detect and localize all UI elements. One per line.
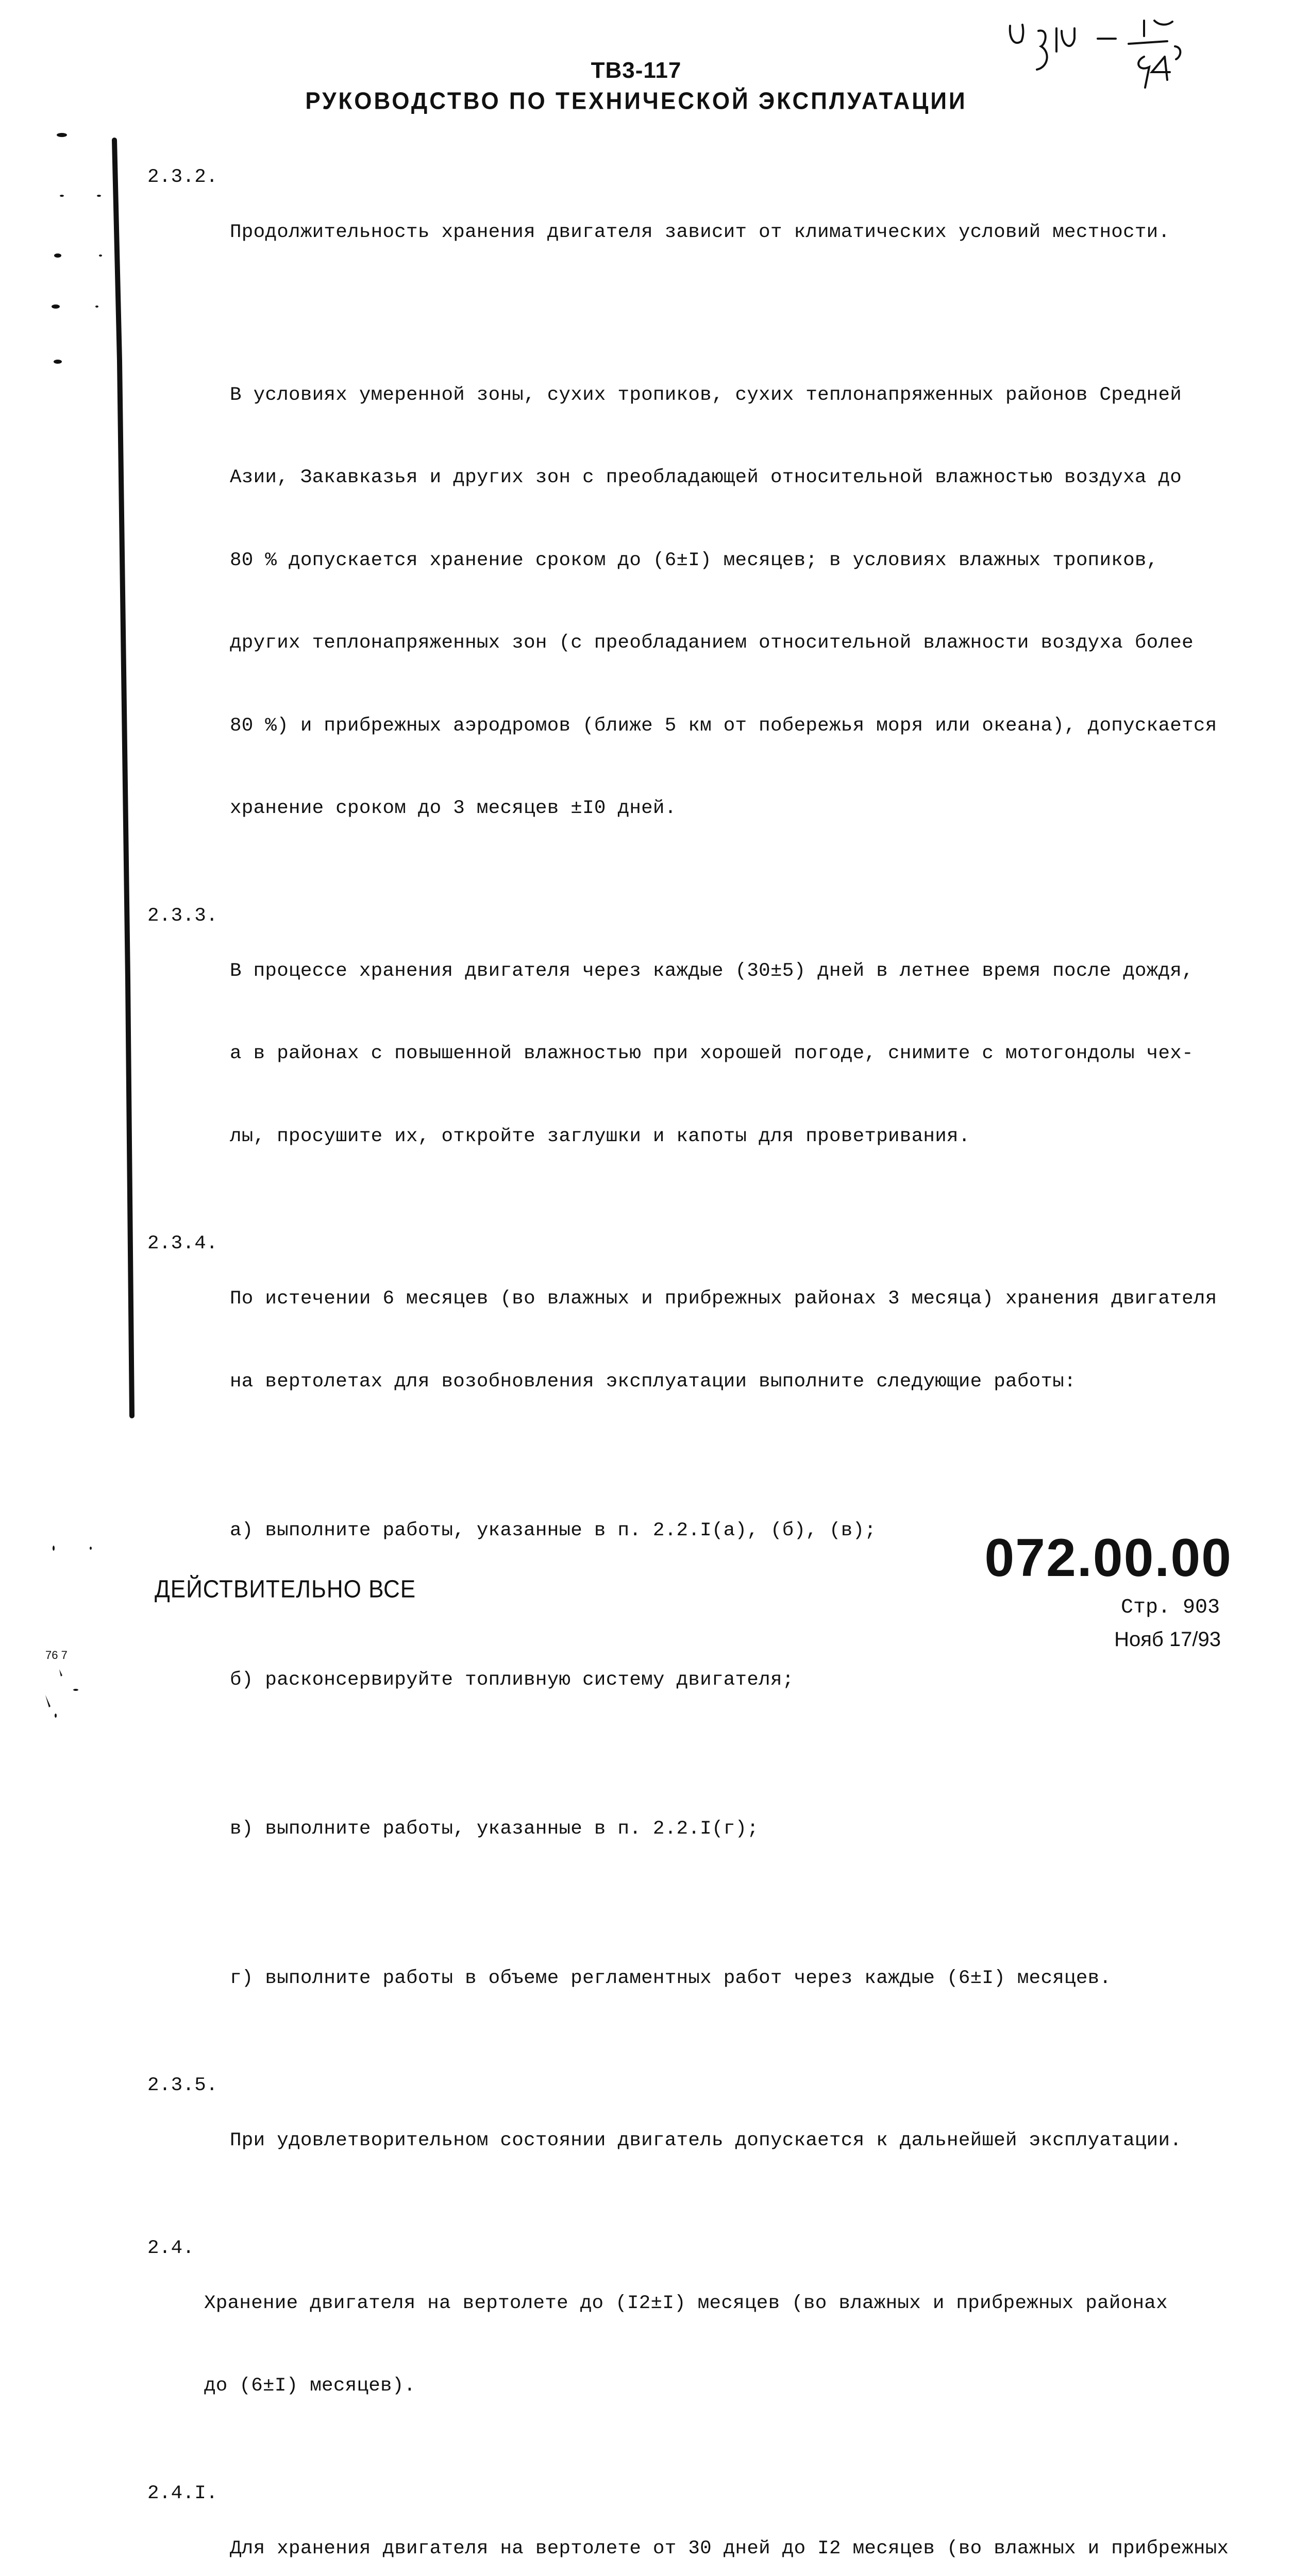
section-text-line: Хранение двигателя на вертолете до (I2±I) месяцев (во влажных и прибрежных районах — [204, 2290, 1230, 2318]
document-code: ТВ3-117 — [0, 58, 1283, 83]
list-item: г) выполните работы в объеме регламентных работ через каждые (6±I) месяцев. — [230, 1965, 1230, 1993]
section-2-3-4 — [147, 1230, 1230, 2047]
section-2-3-2 — [147, 164, 1230, 878]
section-text-line: По истечении 6 месяцев (во влажных и прибрежных районах 3 месяца) хранения двигателя — [230, 1285, 1230, 1313]
list-item: а) выполните работы, указанные в п. 2.2.I(а), (б), (в); — [230, 1517, 1230, 1545]
change-bar — [0, 0, 155, 1443]
page-number: Стр. 903 — [1121, 1596, 1220, 1619]
section-number: 2.3.3. — [147, 903, 218, 930]
section-number: 2.3.2. — [147, 164, 218, 192]
section-number: 2.4.I. — [147, 2480, 218, 2508]
validity-stamp: ДЕЙСТВИТЕЛЬНО ВСЕ — [155, 1575, 416, 1604]
handwritten-annotation — [989, 15, 1185, 93]
section-2-3-3 — [147, 903, 1230, 1206]
section-text-line: на вертолетах для возобновления эксплуатации выполните следующие работы: — [230, 1368, 1230, 1396]
section-number: 2.3.5. — [147, 2072, 218, 2100]
section-text-line: 80 % допускается хранение сроком до (6±I) месяцев; в условиях влажных тропиков, — [230, 547, 1230, 575]
section-text-line: лы, просушите их, откройте заглушки и капоты для проветривания. — [230, 1123, 1230, 1151]
document-body — [147, 164, 1230, 2576]
section-text-line: При удовлетворительном состоянии двигатель допускается к дальнейшей эксплуатации. — [230, 2127, 1230, 2155]
section-2-4 — [147, 2235, 1230, 2455]
section-text-line: а в районах с повышенной влажностью при хорошей погоде, снимите с мотогондолы чех- — [230, 1040, 1230, 1068]
revision-date: Нояб 17/93 — [1114, 1628, 1221, 1651]
section-2-3-5 — [147, 2072, 1230, 2210]
chapter-code: 072.00.00 — [984, 1528, 1232, 1589]
section-text-line: Продолжительность хранения двигателя зависит от климатических условий местности. — [230, 219, 1230, 247]
section-text-line: Для хранения двигателя на вертолете от 30 дней до I2 месяцев (во влажных и прибрежных — [230, 2535, 1230, 2563]
list-item: в) выполните работы, указанные в п. 2.2.I(г); — [230, 1816, 1230, 1843]
section-number: 2.4. — [147, 2235, 194, 2263]
document-title: РУКОВОДСТВО ПО ТЕХНИЧЕСКОЙ ЭКСПЛУАТАЦИИ — [0, 88, 1283, 115]
section-text-line: В процессе хранения двигателя через каждые (30±5) дней в летнее время после дождя, — [230, 958, 1230, 986]
section-text-line: хранение сроком до 3 месяцев ±I0 дней. — [230, 795, 1230, 823]
section-text-line: других теплонапряженных зон (с преобладанием относительной влажности воздуха более — [230, 630, 1230, 657]
section-text-line: до (6±I) месяцев). — [204, 2372, 1230, 2400]
margin-note: 76 7 — [45, 1649, 68, 1662]
list-item: б) расконсервируйте топливную систему двигателя; — [230, 1667, 1230, 1694]
section-text-line: 80 %) и прибрежных аэродромов (ближе 5 км от побережья моря или океана), допускается — [230, 713, 1230, 740]
section-text-line: В условиях умеренной зоны, сухих тропиков, сухих теплонапряженных районов Средней — [230, 382, 1230, 410]
section-2-4-1 — [147, 2480, 1230, 2576]
section-text-line: Азии, Закавказья и других зон с преобладающей относительной влажностью воздуха до — [230, 464, 1230, 492]
section-number: 2.3.4. — [147, 1230, 218, 1258]
